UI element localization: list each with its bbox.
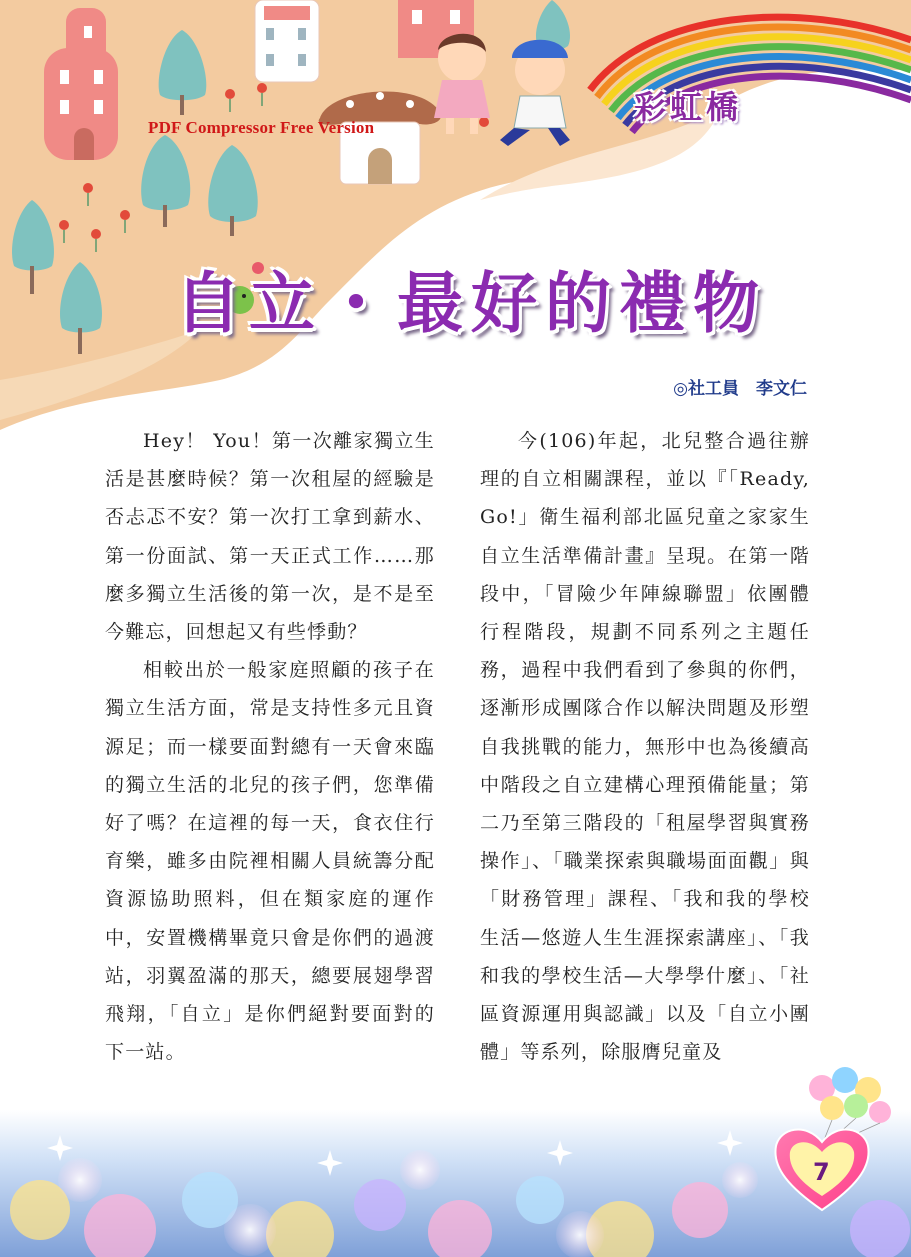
left-column [105, 422, 435, 1071]
paragraph: 今(106)年起，北兒整合過往辦理的自立相關課程，並以『「Ready, Go!」衛生福利部北區兒童之家家生自立生活準備計畫』呈現。在第一階段中，「冒險少年陣線聯盟」依團體行程階段，規劃不同系列之主題任務，過程中我們看到了參與的你們，逐漸形成團隊合作以解決問題及形塑自我挑戰的能力，無形中也為後續高中階段之自立建構心理預備能量；第二乃至第三階段的「租屋學習與實務操作」、「職業探索與職場面面觀」與「財務管理」課程、「我和我的學校生活—悠遊人生生涯探索講座」、「我和我的學校生活—大學學什麼」、「社區資源運用與認識」以及「自立小團體」等系列，除服膺兒童及 [480, 430, 810, 1064]
article-author: ◎社工員 李文仁 [673, 379, 807, 399]
paragraph: Hey！ You！第一次離家獨立生活是甚麼時候？第一次租屋的經驗是否忐忑不安？第一次打工拿到薪水、第一份面試、第一天正式工作……那麼多獨立生活後的第一次，是不是至今難忘，回想起又有些悸動？ [105, 430, 435, 644]
right-column [480, 422, 810, 1071]
article-title: 自立・最好的禮物 [175, 265, 767, 342]
page-number: 7 [813, 1158, 830, 1186]
section-label: 彩虹橋 [634, 88, 743, 126]
paragraph: 相較出於一般家庭照顧的孩子在獨立生活方面，常是支持性多元且資源足；而一樣要面對總有一天會來臨的獨立生活的北兒的孩子們，您準備好了嗎？在這裡的每一天，食衣住行育樂，雖多由院裡相關人員統籌分配資源協助照料，但在類家庭的運作中，安置機構畢竟只會是你們的過渡站，羽翼盈滿的那天，總要展翅學習飛翔，「自立」是你們絕對要面對的下一站。 [105, 659, 435, 1064]
house-icon [255, 0, 319, 82]
pdf-watermark: PDF Compressor Free Version [148, 118, 375, 137]
